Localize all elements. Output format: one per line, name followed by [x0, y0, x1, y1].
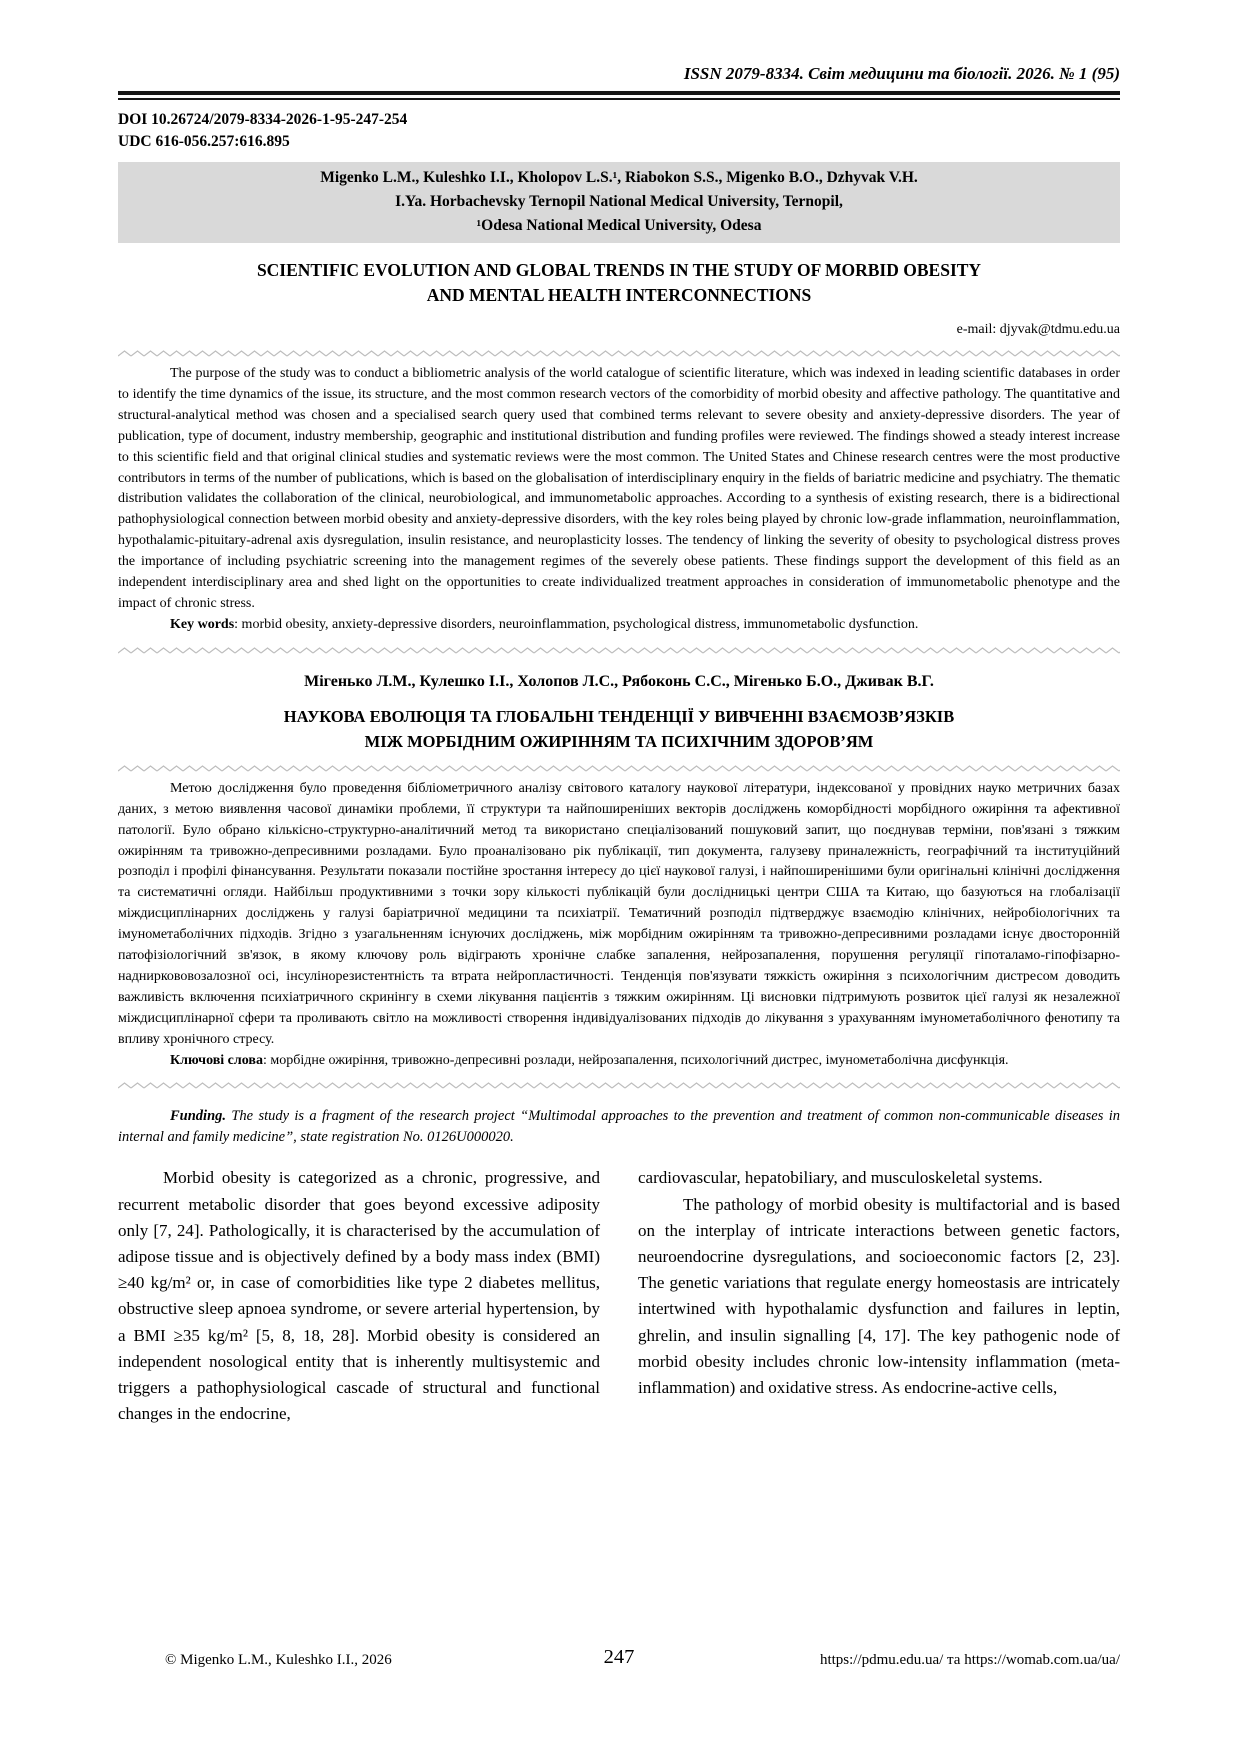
affiliation-line-2: ¹Odesa National Medical University, Odesa	[476, 217, 762, 234]
keywords-en	[118, 615, 1120, 636]
funding-text	[118, 1106, 1120, 1148]
funding-note	[118, 1106, 1120, 1148]
page-footer	[118, 1646, 1120, 1686]
article-title-ua	[118, 704, 1120, 754]
abstract-en	[118, 364, 1120, 636]
zigzag-divider	[118, 763, 1120, 774]
abstract-ua	[118, 779, 1120, 1072]
keywords-ua	[118, 1051, 1120, 1072]
keywords-en-text: : morbid obesity, anxiety-depressive disorders, neuroinflammation, psychological distress, immunometabolic dysfunction.	[234, 616, 919, 632]
page-number: 247	[603, 1646, 635, 1668]
abstract-en-text: The purpose of the study was to conduct a bibliometric analysis of the world catalogue of scientific literature, which was indexed in leading scientific databases in order to identify the time dynamics of the issue, its structure, and the most common research vectors of the comorbidity of morbid obesity and affective pathology. The quantitative and structural-analytical method was chosen and a specialised search query used that combined terms relevant to severe obesity and anxiety-depressive disorders. The year of publication, type of document, industry membership, geographic and institutional distribution and funding profiles were reviewed. The findings showed a steady interest increase to this scientific field and that original clinical studies and systematic reviews were the most common. The United States and Chinese research centres were the most productive contributors in terms of the number of publications, which is based on the globalisation of interdisciplinary enquiry in the fields of bariatric medicine and psychiatry. The thematic distribution validates the collaboration of the clinical, neurobiological, and immunometabolic approaches. According to a synthesis of existing research, there is a bidirectional pathophysiological connection between morbid obesity and anxiety-depressive disorders, with the key roles being played by chronic low-grade inflammation, neuroinflammation, hypothalamic-pituitary-adrenal axis dysregulation, insulin resistance, and neuroplasticity losses. The tendency of linking the severity of obesity to psychological distress proves the importance of including psychiatric screening into the management regimes of the severely obese patients. These findings support the development of this field as an independent interdisciplinary area and shed light on the opportunities to create individualized treatment approaches in consideration of immunometabolic phenotype and the impact of chronic stress.	[118, 366, 1120, 611]
body-paragraph-continuation: cardiovascular, hepatobiliary, and musculoskeletal systems.	[638, 1168, 1043, 1188]
body-column-right	[638, 1165, 1120, 1427]
keywords-ua-label: Ключові слова	[170, 1052, 263, 1068]
doi-line: DOI 10.26724/2079-8334-2026-1-95-247-254	[118, 111, 408, 128]
article-title-en-line2: AND MENTAL HEALTH INTERCONNECTIONS	[426, 285, 812, 305]
authors-line-en: Migenko L.M., Kuleshko I.I., Kholopov L.S.¹, Riabokon S.S., Migenko B.O., Dzhyvak V.H.	[320, 169, 918, 186]
article-title-ua-line1: НАУКОВА ЕВОЛЮЦІЯ ТА ГЛОБАЛЬНІ ТЕНДЕНЦІЇ У ВИВЧЕННІ ВЗАЄМОЗВ’ЯЗКІВ	[283, 706, 955, 726]
journal-issn-line: ISSN 2079-8334. Світ медицини та біології. 2026. № 1 (95)	[683, 64, 1120, 83]
body-paragraph: The pathology of morbid obesity is multifactorial and is based on the interplay of intricate interactions between genetic factors, neuroendocrine dysregulations, and socioeconomic factors [2, 23]. The genetic variations that regulate energy homeostasis are intricately intertwined with hypothalamic dysfunction and failures in leptin, ghrelin, and insulin signalling [4, 17]. The key pathogenic node of morbid obesity includes chronic low-intensity inflammation (meta-inflammation) and oxidative stress. As endocrine-active cells,	[638, 1194, 1120, 1398]
footer-links[interactable]: https://pdmu.edu.ua/ та https://womab.com.ua/ua/	[819, 1652, 1120, 1668]
zigzag-divider	[118, 645, 1120, 656]
article-title-ua-line2: МІЖ МОРБІДНИМ ОЖИРІННЯМ ТА ПСИХІЧНИМ ЗДОРОВ’ЯМ	[364, 731, 874, 751]
authors-affiliation-box	[118, 162, 1120, 243]
article-title-en-line1: SCIENTIFIC EVOLUTION AND GLOBAL TRENDS IN THE STUDY OF MORBID OBESITY	[256, 260, 982, 280]
page-content	[118, 0, 1120, 1428]
keywords-ua-text: : морбідне ожиріння, тривожно-депресивні розлади, нейрозапалення, психологічний дистрес, імунометаболічна дисфункція.	[262, 1052, 1009, 1068]
zigzag-divider	[118, 348, 1120, 359]
keywords-en-label: Key words	[170, 616, 235, 632]
funding-body: The study is a fragment of the research project “Multimodal approaches to the prevention and treatment of common non-communicable diseases in internal and family medicine”, state registration No. 0126U000020.	[118, 1108, 1120, 1146]
funding-label: Funding.	[170, 1108, 227, 1125]
article-title-en	[118, 258, 1120, 308]
authors-line-ua: Мігенько Л.М., Кулешко І.І., Холопов Л.С., Рябоконь С.С., Мігенько Б.О., Дживак В.Г.	[304, 672, 934, 690]
udc-line: UDC 616-056.257:616.895	[118, 132, 290, 150]
copyright-note: © Migenko L.M., Kuleshko I.I., 2026	[165, 1652, 392, 1668]
doi-udc-block	[118, 109, 1120, 152]
abstract-ua-text: Метою дослідження було проведення бібліометричного аналізу світового каталогу наукової літератури, індексованої у провідних науко метричних базах даних, з метою виявлення часової динаміки проблеми, її структури та найпоширеніших векторів досліджень коморбідності морбідного ожиріння та афективної патології. Було обрано кількісно-структурно-аналітичний метод та використано спеціалізований пошуковий запит, що поєднував терміни, пов'язані з тяжким ожирінням та тривожно-депресивними розладами. Було проаналізовано рік публікації, тип документа, галузеву приналежність, географічний та інституційний розподіл і профілі фінансування. Результати показали постійне зростання інтересу до цієї наукової галузі, і найпоширенішими були оригінальні клінічні дослідження та систематичні огляди. Найбільш продуктивними з точки зору кількості публікацій були дослідницькі центри США та Китаю, що базуються на глобалізації міждисциплінарних досліджень у галузі баріатричної медицини та психіатрії. Тематичний розподіл підтверджує взаємодію клінічних, нейробіологічних та імунометаболічних підходів. Згідно з узагальненням існуючих досліджень, між морбідним ожирінням та тривожно-депресивними розладами існує двосторонній патофізіологічний зв'язок, в якому ключову роль відіграють хронічне слабке запалення, нейрозапалення, порушення регуляції гіпоталамо-гіпофізарно-надниркововозалозної осі, інсулінорезистентність та втрата нейропластичності. Тенденція пов'язувати тяжкість ожиріння з психологічним дистресом доводить важливість включення психіатричного скринінгу в схеми лікування пацієнтів з тяжким ожирінням. Ці висновки підтримують розвиток цієї галузі як незалежної міждисциплінарної сфери та проливають світло на можливості створення індивідуалізованих підходів до лікування з урахуванням імунометаболічного фенотипу та впливу хронічного стресу.	[118, 780, 1120, 1047]
header-rule	[118, 91, 1120, 100]
email-line[interactable]: e-mail: djyvak@tdmu.edu.ua	[956, 322, 1120, 337]
body-column-left	[118, 1165, 600, 1427]
body-columns	[118, 1165, 1120, 1427]
affiliation-line-1: I.Ya. Horbachevsky Ternopil National Medical University, Ternopil,	[395, 193, 843, 210]
zigzag-divider	[118, 1080, 1120, 1091]
body-paragraph: Morbid obesity is categorized as a chronic, progressive, and recurrent metabolic disorder that goes beyond excessive adiposity only [7, 24]. Pathologically, it is characterised by the accumulation of adipose tissue and is objectively defined by a body mass index (BMI) ≥40 kg/m² or, in case of comorbidities like type 2 diabetes mellitus, obstructive sleep apnoea syndrome, or severe arterial hypertension, by a BMI ≥35 kg/m² [5, 8, 18, 28]. Morbid obesity is considered an independent nosological entity that is inherently multisystemic and triggers a pathophysiological cascade of structural and functional changes in the endocrine,	[118, 1168, 600, 1424]
